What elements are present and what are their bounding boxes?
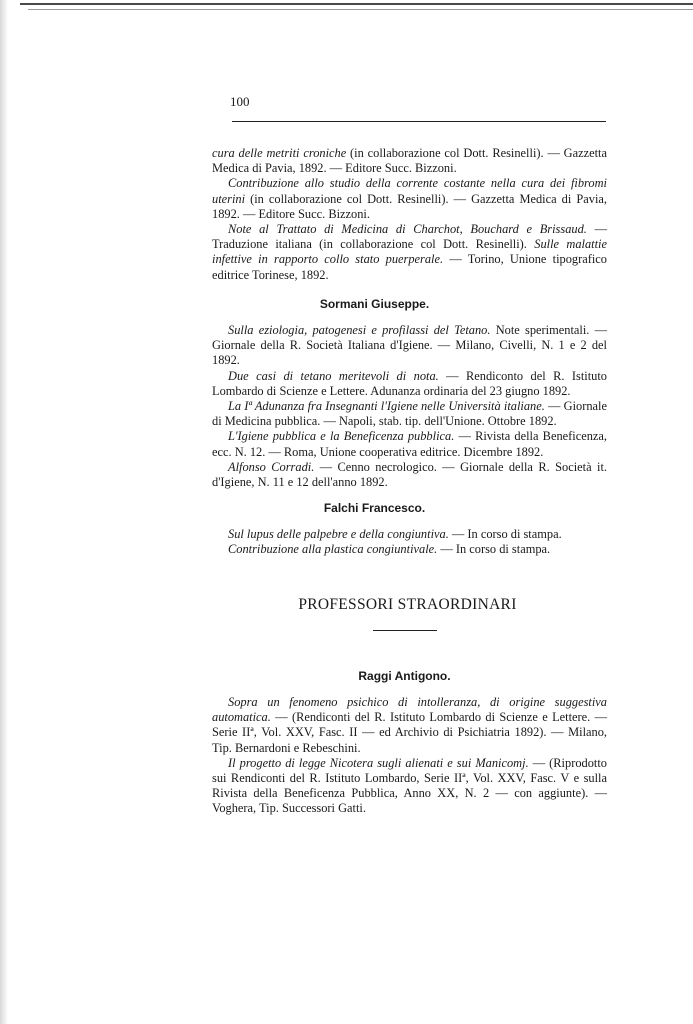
raggi-entries: [212, 695, 607, 817]
entry-details: (in collaborazione col Dott. Resinelli). — Gazzetta Medica di Pavia, 1892. — Editore Succ. Bizzoni.: [212, 146, 607, 176]
entry-details: — Traduzione italiana (in collaborazione col Dott. Resinelli).: [212, 222, 607, 252]
author-heading-falchi: Falchi Francesco.: [323, 501, 426, 515]
entry-details: Note sperimentali. — Giornale della R. Società Italiana d'Igiene. — Milano, Civelli, N. 1 e 2 del 1892.: [212, 323, 607, 368]
sormani-entries: [212, 323, 607, 490]
top-border-rule-thin: [28, 9, 693, 10]
entry-details: — Rendiconto del R. Istituto Lombardo di Scienze e Lettere. Adunanza ordinaria del 23 giugno 1892.: [212, 368, 607, 398]
entry-details-second: — Torino, Unione tipografico editrice Torinese, 1892.: [212, 252, 607, 282]
bibliography-entry: [212, 176, 607, 222]
bibliography-entry: [212, 399, 607, 429]
bibliography-entry: [212, 222, 607, 283]
bibliography-entry: [212, 542, 607, 557]
entry-title: L'Igiene pubblica e la Beneficenza pubblica.: [228, 429, 455, 444]
bibliography-entry: [212, 460, 607, 490]
bibliography-entry: [212, 369, 607, 399]
continued-entries: [212, 146, 607, 283]
bibliography-entry: [212, 527, 607, 542]
entry-title: Due casi di tetano meritevoli di nota.: [228, 368, 439, 383]
top-border-rule: [20, 3, 693, 5]
entry-details: (in collaborazione col Dott. Resinelli). — Gazzetta Medica di Pavia, 1892. — Editore Succ. Bizzoni.: [212, 191, 607, 221]
page-number: 100: [230, 94, 250, 109]
section-heading: PROFESSORI STRAORDINARI: [298, 596, 517, 613]
entry-details: — In corso di stampa.: [437, 542, 551, 557]
falchi-entries: [212, 527, 607, 557]
entry-title: cura delle metriti croniche: [212, 146, 347, 160]
entry-details: — (Riprodotto sui Rendiconti del R. Istituto Lombardo, Serie IIª, Vol. XXV, Fasc. V e sulla Rivista della Beneficenza Pubblica, Anno XX, N. 2 — con aggiunte). — Voghera, Tip. Successori Gatti.: [212, 755, 607, 816]
entry-title: Note al Trattato di Medicina di Charchot, Bouchard e Brissaud.: [228, 222, 587, 237]
author-heading-sormani: Sormani Giuseppe.: [319, 297, 430, 311]
bibliography-entry: [212, 146, 607, 176]
entry-title: Contribuzione alla plastica congiuntivale.: [228, 542, 438, 557]
heading-rule: [373, 630, 437, 631]
bibliography-entry: [212, 756, 607, 817]
header-rule: [232, 121, 606, 122]
bibliography-entry: [212, 323, 607, 369]
bibliography-entry: [212, 429, 607, 459]
entry-title-second: Sulle malattie infettive in rapporto collo stato puerperale.: [212, 237, 608, 267]
entry-title: Alfonso Corradi.: [228, 459, 315, 474]
entry-title: Sul lupus delle palpebre e della congiuntiva.: [228, 527, 449, 541]
entry-details: — Rivista della Beneficenza, ecc. N. 12. — Roma, Unione cooperativa editrice. Dicembre 1892.: [212, 429, 607, 459]
entry-title: Sopra un fenomeno psichico di intolleranza, di origine suggestiva automatica.: [212, 695, 607, 725]
entry-details: — Giornale di Medicina pubblica. — Napoli, stab. tip. dell'Unione. Ottobre 1892.: [212, 399, 607, 429]
entry-title: Contribuzione allo studio della corrente costante nella cura dei fibromi uterini: [212, 176, 607, 206]
author-heading-raggi: Raggi Antigono.: [358, 669, 451, 683]
entry-details: — Cenno necrologico. — Giornale della R. Società it. d'Igiene, N. 11 e 12 dell'anno 1892.: [212, 459, 607, 490]
entry-details: — (Rendiconti del R. Istituto Lombardo di Scienze e Lettere. — Serie IIª, Vol. XXV, Fasc. II — ed Archivio di Psichiatria 1892). — Milano, Tip. Bernardoni e Rebeschini.: [212, 710, 607, 755]
entry-details: — In corso di stampa.: [448, 527, 562, 541]
bibliography-entry: [212, 695, 607, 756]
entry-title: Sulla eziologia, patogenesi e profilassi del Tetano.: [228, 323, 491, 337]
entry-title: Il progetto di legge Nicotera sugli alienati e sui Manicomj.: [228, 755, 529, 770]
entry-title: La Iª Adunanza fra Insegnanti l'Igiene nelle Università italiane.: [228, 399, 545, 414]
